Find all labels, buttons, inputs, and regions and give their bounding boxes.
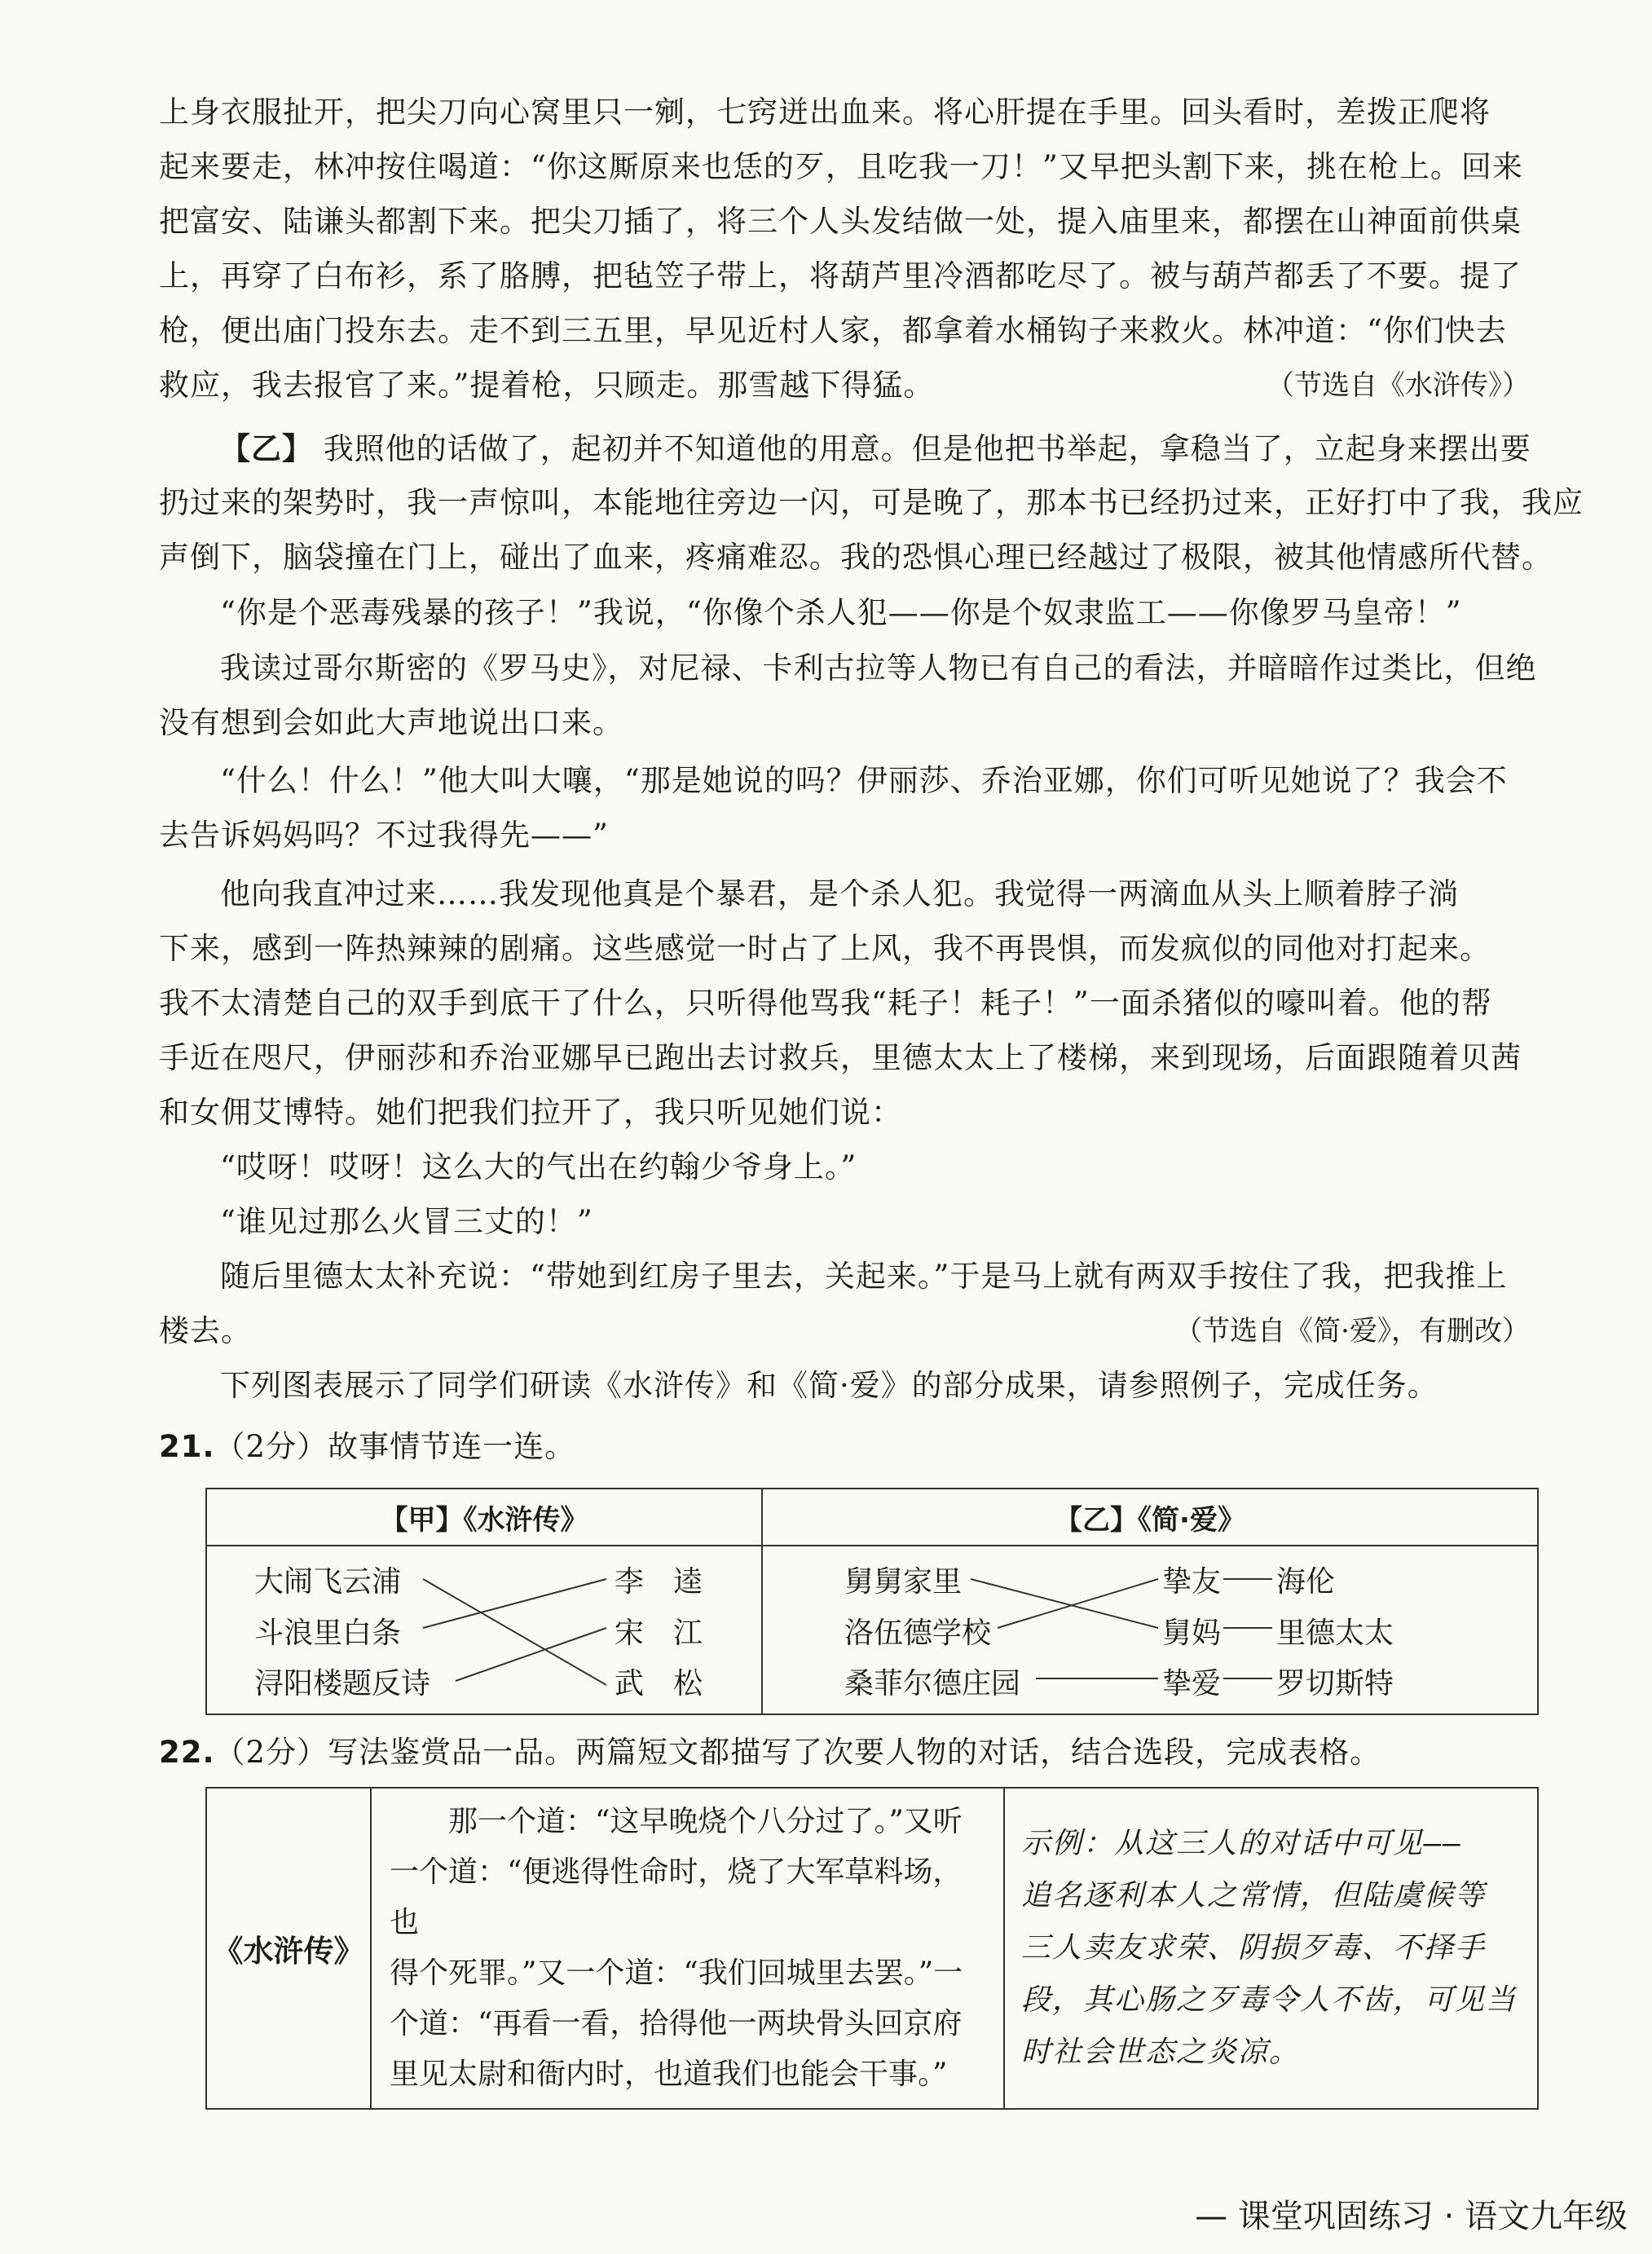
question-text: （2分）故事情节连一连。 xyxy=(214,1429,576,1464)
passage-line: “你是个恶毒残暴的孩子！”我说，“你像个杀人犯——你是个奴隶监工——你像罗马皇帝！” xyxy=(220,595,1462,630)
source-note-jia: （节选自《水浒传》） xyxy=(1267,369,1530,402)
passage-line xyxy=(220,424,1536,474)
place-label: 洛伍德学校 xyxy=(844,1617,992,1650)
passage-line: 手近在咫尺，伊丽莎和乔治亚娜早已跑出去讨救兵，里德太太上了楼梯，来到现场，后面跟随着贝茜 xyxy=(159,1040,1522,1075)
dialogue-line: 得个死罪。”又一个道：“我们回城里去罢。”一 xyxy=(390,1956,963,1990)
passage-text: 我照他的话做了，起初并不知道他的用意。但是他把书举起，拿稳当了，立起身来摆出要 xyxy=(323,431,1531,466)
question-text: （2分）写法鉴赏品一品。两篇短文都描写了次要人物的对话，结合选段，完成表格。 xyxy=(214,1735,1381,1770)
place-label: 舅舅家里 xyxy=(844,1565,963,1599)
passage-line: 把富安、陆谦头都割下来。把尖刀插了，将三个人头发结做一处，提入庙里来，都摆在山神面前供桌 xyxy=(159,204,1522,239)
yi-matching-cell xyxy=(762,1546,1538,1714)
table-header-jia: 【甲】《水浒传》 xyxy=(206,1489,762,1546)
example-line: 三人卖友求荣、阴损歹毒、不择手 xyxy=(1021,1931,1487,1965)
q21-matching-table xyxy=(205,1488,1539,1715)
match-line xyxy=(998,1579,1158,1628)
event-label: 斗浪里白条 xyxy=(254,1617,402,1650)
passage-line: 去告诉妈妈吗？不过我得先——” xyxy=(159,818,609,853)
question-22 xyxy=(159,1728,1536,1777)
table-header-yi: 【乙】《简·爱》 xyxy=(762,1489,1538,1546)
dialogue-cell xyxy=(371,1788,1004,2109)
relation-label: 舅妈 xyxy=(1162,1617,1222,1650)
dialogue-line: 一个道：“便逃得性命时，烧了大军草料场，也 xyxy=(390,1855,963,1939)
passage-line: 扔过来的架势时，我一声惊叫，本能地往旁边一闪，可是晚了，那本书已经扔过来，正好打中了我，我应 xyxy=(159,485,1584,520)
example-line: 时社会世态之炎凉。 xyxy=(1021,2036,1301,2069)
match-line xyxy=(423,1579,606,1628)
passage-line: “谁见过那么火冒三丈的！” xyxy=(220,1204,593,1239)
passage-line: 声倒下，脑袋撞在门上，碰出了血来，疼痛难忍。我的恐惧心理已经越过了极限，被其他情感所代替。 xyxy=(159,540,1553,575)
passage-line: 下来，感到一阵热辣辣的剧痛。这些感觉一时占了上风，我不再畏惧，而发疯似的同他对打起来。 xyxy=(159,931,1491,966)
passage-line: 我读过哥尔斯密的《罗马史》，对尼禄、卡利古拉等人物已有自己的看法，并暗暗作过类比，但绝 xyxy=(220,651,1537,686)
passage-line: 起来要走，林冲按住喝道：“你这厮原来也恁的歹，且吃我一刀！”又早把头割下来，挑在枪上。回来 xyxy=(159,149,1523,184)
question-number: 21. xyxy=(159,1429,215,1464)
passage-line: 楼去。 xyxy=(159,1313,252,1348)
page-footer: — 课堂巩固练习 · 语文九年级 xyxy=(1195,2198,1628,2235)
source-note-yi: （节选自《简·爱》，有删改） xyxy=(1174,1315,1530,1348)
example-line: 段，其心肠之歹毒令人不齿，可见当 xyxy=(1021,1983,1518,2017)
relation-label: 挚爱 xyxy=(1162,1667,1222,1700)
character-label: 武 松 xyxy=(615,1667,703,1700)
passage-line: 他向我直冲过来……我发现他真是个暴君，是个杀人犯。我觉得一两滴血从头上顺着脖子淌 xyxy=(220,876,1459,911)
character-label: 里德太太 xyxy=(1276,1617,1394,1650)
passage-line: “哎呀！哎呀！这么大的气出在约翰少爷身上。” xyxy=(220,1149,857,1184)
row-title: 《水浒传》 xyxy=(206,1788,371,2109)
example-line: 追名逐利本人之常情，但陆虞候等 xyxy=(1021,1879,1487,1912)
passage-yi-mark: 【乙】 xyxy=(220,430,313,466)
dialogue-line: 那一个道：“这早晚烧个八分过了。”又听 xyxy=(448,1805,963,1838)
match-line xyxy=(971,1579,1158,1628)
passage-line: 随后里德太太补充说：“带她到红房子里去，关起来。”于是马上就有两双手按住了我，把我推上 xyxy=(220,1259,1508,1294)
character-label: 海伦 xyxy=(1276,1565,1336,1599)
passage-line: “什么！什么！”他大叫大嚷，“那是她说的吗？伊丽莎、乔治亚娜，你们可听见她说了？我会不 xyxy=(220,763,1508,798)
dialogue-line: 里见太尉和衙内时，也道我们也能会干事。” xyxy=(390,2058,948,2091)
passage-line: 我不太清楚自己的双手到底干了什么，只听得他骂我“耗子！耗子！”一面杀猪似的嚎叫着。他的帮 xyxy=(159,986,1492,1021)
jia-matching-cell xyxy=(206,1546,762,1714)
match-line xyxy=(456,1628,606,1681)
match-line xyxy=(423,1579,606,1685)
place-label: 桑菲尔德庄园 xyxy=(844,1667,1021,1700)
passage-line: 上身衣服扯开，把尖刀向心窝里只一剜，七窍迸出血来。将心肝提在手里。回头看时，差拨正爬将 xyxy=(159,95,1491,130)
passage-line: 和女佣艾博特。她们把我们拉开了，我只听见她们说： xyxy=(159,1095,902,1130)
character-label: 李 逵 xyxy=(615,1565,703,1599)
question-number: 22. xyxy=(159,1735,215,1770)
example-answer-cell xyxy=(1004,1788,1538,2109)
example-line: 示例：从这三人的对话中可见—— xyxy=(1021,1827,1463,1860)
event-label: 浔阳楼题反诗 xyxy=(254,1667,431,1700)
character-label: 罗切斯特 xyxy=(1276,1667,1394,1700)
relation-label: 挚友 xyxy=(1162,1565,1222,1599)
event-label: 大闹飞云浦 xyxy=(254,1565,402,1599)
question-21 xyxy=(159,1423,1536,1471)
passage-line: 上，再穿了白布衫，系了胳膊，把毡笠子带上，将葫芦里冷酒都吃尽了。被与葫芦都丢了不要。提了 xyxy=(159,258,1522,293)
dialogue-line: 个道：“再看一看，拾得他一两块骨头回京府 xyxy=(390,2007,963,2040)
passage-line: 没有想到会如此大声地说出口来。 xyxy=(159,705,623,740)
q22-analysis-table xyxy=(205,1787,1539,2110)
passage-line: 救应，我去报官了来。”提着枪，只顾走。那雪越下得猛。 xyxy=(159,368,935,403)
instruction-text: 下列图表展示了同学们研读《水浒传》和《简·爱》的部分成果，请参照例子，完成任务。 xyxy=(220,1368,1438,1403)
passage-line: 枪，便出庙门投东去。走不到三五里，早见近村人家，都拿着水桶钩子来救火。林冲道：“你们快去 xyxy=(159,313,1507,348)
character-label: 宋 江 xyxy=(615,1617,703,1650)
